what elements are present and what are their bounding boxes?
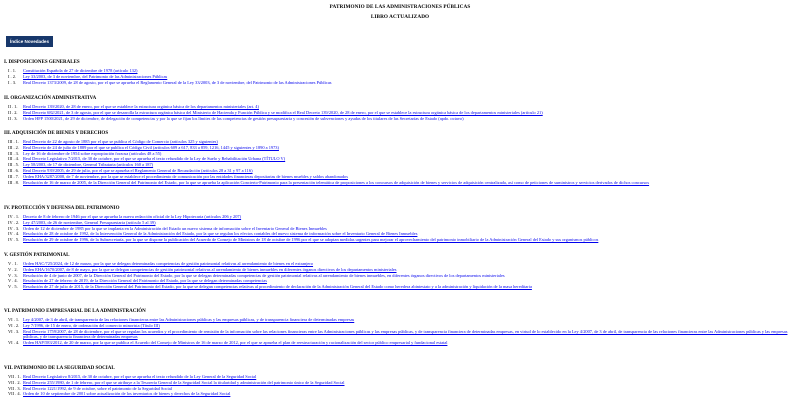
item-number: V . 1. <box>8 261 18 266</box>
section-5 <box>4 252 796 290</box>
section-item-list <box>4 104 796 121</box>
section-heading: II. ORGANIZACIÓN ADMINISTRATIVA <box>4 96 97 101</box>
section-4 <box>4 205 796 243</box>
section-heading: VI. PATRIMONIO EMPRESARIAL DE LA ADMINISTRACIÓN <box>4 309 146 314</box>
item-number: V . 5. <box>8 284 18 290</box>
item-number: III . 3. <box>8 150 19 156</box>
item-number: I . 2. <box>8 73 17 79</box>
document-link[interactable]: Ley de 16 de diciembre de 1954 sobre expropiación forzosa (artículos 48 a 55) <box>23 150 162 156</box>
document-link[interactable]: Orden HAC/725/2024, de 12 de marzo, por la que se delegan determinadas competencias de gestión patrimonial relativas al arrendamiento de bienes en el extranjero <box>23 261 314 266</box>
document-link[interactable]: Orden EHA/3287/2008, de 7 de noviembre, por la que se establece el procedimiento de comunicación por las entidades financieras depositarias de bienes muebles y saldos abandonados <box>23 173 348 179</box>
item-number: VI . 1. <box>8 317 20 322</box>
item-number: VII . 1. <box>8 374 21 379</box>
list-item <box>4 391 796 397</box>
item-number: V . 2. <box>8 266 18 272</box>
document-link[interactable]: Real Decreto 139/2020, de 28 de enero, por el que se establece la estructura orgánica básica de los departamentos ministeriales (art. 4) <box>23 104 259 109</box>
document-link[interactable]: Real Decreto 1759/2007, de 28 de diciembre, por el que se regulan los acuerdos y el procedimiento de remisión de la información sobre las relaciones financieras entre las Administraciones públicas y las empresas públicas, y de transparencia financiera de determinadas empresas, en virtud de lo establecido en la Ley 4/2007, de 3 de abril, de transparencia de las relaciones financieras entre las Administraciones públicas y las empresas públicas, y de transparencia financiera de determinadas empresas <box>23 328 788 340</box>
item-number: VII . 4. <box>8 391 21 397</box>
section-2 <box>4 95 796 121</box>
item-number: IV . 3. <box>8 225 20 231</box>
section-item-list <box>4 374 796 397</box>
document-link[interactable]: Real Decreto Legislativo 8/2015, de 30 de octubre, por el que se aprueba el texto refundido de la Ley General de la Seguridad Social <box>23 374 257 379</box>
document-link[interactable]: Real Decreto Legislativo 7/2015, de 30 de octubre, por el que se aprueba el texto refundido de la Ley de Suelo y Rehabilitación Urbana (TÍTULO V) <box>23 156 286 162</box>
item-number: VI . 2. <box>8 322 20 328</box>
list-item <box>4 329 796 341</box>
document-link[interactable]: Resolución de 28 de octubre de 1992, de la Intervención General de la Administración del Estado, por la que se regulan los efectos contables del nuevo sistema de información sobre el Inventario General de Bienes Inmuebles <box>23 231 418 237</box>
item-number: III . 2. <box>8 144 19 150</box>
item-number: IV . 1. <box>8 214 20 219</box>
section-heading: VII. PATRIMONIO DE LA SEGURIDAD SOCIAL <box>4 366 115 371</box>
item-number: V . 3. <box>8 272 18 278</box>
document-link[interactable]: Real Decreto 255/1980, de 1 de febrero, por el que se atribuye a la Tesorería General de la Seguridad Social la titularidad y administración del patrimonio único de la Seguridad Social <box>23 379 345 385</box>
section-heading: I. DISPOSICIONES GENERALES <box>4 60 80 65</box>
document-link[interactable]: Orden de 12 de diciembre de 1985 por la que se implanta en la Administración del Estado un nuevo sistema de información sobre el Inventario General de Bienes Inmuebles <box>23 225 327 231</box>
document-link[interactable]: Orden EHA/1670/2007, de 8 de mayo, por la que se delegan competencias de gestión patrimonial relativas al arrendamiento de bienes inmuebles en diferentes órganos directivos de los departamentos ministeriales <box>23 266 397 272</box>
item-number: I . 1. <box>8 68 17 73</box>
document-link[interactable]: Real Decreto de 22 de agosto de 1885 por el que se publica el Código de Comercio (artículos 325 y siguientes) <box>23 139 218 144</box>
item-number: II . 3. <box>8 115 18 121</box>
section-3 <box>4 130 796 191</box>
item-number: IV . 5. <box>8 237 20 243</box>
item-number: II . 1. <box>8 104 18 109</box>
section-1 <box>4 59 796 85</box>
item-number: III . 8. <box>8 179 19 185</box>
item-number: VI . 3. <box>8 328 20 334</box>
item-number: III . 7. <box>8 173 19 179</box>
list-item <box>4 80 796 86</box>
document-link[interactable]: Ley 58/2003, de 17 de diciembre, General Tributaria (artículos 160 a 187) <box>23 162 154 168</box>
item-number: I . 3. <box>8 79 17 85</box>
section-heading: III. ADQUISICIÓN DE BIENES Y DERECHOS <box>4 131 109 136</box>
section-6 <box>4 308 796 346</box>
item-number: VII . 3. <box>8 385 21 391</box>
section-item-list <box>4 261 796 290</box>
document-link[interactable]: Resolución de 16 de marzo de 2005, de la Dirección General del Patrimonio del Estado, por la que se aprueba la aplicación Concierto-Patrimonio para la presentación telemática de proposiciones a los concursos de adquisición de bienes y servicios de adquisición centralizada, así como de peticiones de suministros y servicios derivados de dichos concursos <box>23 179 650 185</box>
document-link[interactable]: Ley 4/2007, de 3 de abril, de transparencia de las relaciones financieras entre las Administraciones públicas y las empresas públicas, y de transparencia financiera de determinadas empresas <box>23 317 355 322</box>
document-link[interactable]: Real Decreto 682/2021, de 3 de agosto, por el que se desarrolla la estructura orgánica básica del Ministerio de Hacienda y Función Pública y se modifica el Real Decreto 139/2020, de 28 de enero, por el que se establece la estructura orgánica básica de los departamentos ministeriales (artículo 21) <box>23 109 543 115</box>
document-link[interactable]: Resolución de 4 de junio de 2007, de la Dirección General del Patrimonio del Estado, por la que se delegan determinadas competencias de gestión patrimonial relativas al arrendamiento de bienes inmuebles, en diferentes órganos directivos de los departamentos ministeriales <box>23 272 505 278</box>
list-item <box>4 116 796 122</box>
item-number: III . 1. <box>8 139 19 144</box>
document-link[interactable]: Real Decreto 1373/2009, de 28 de agosto, por el que se aprueba el Reglamento General de la Ley 33/2003, de 3 de noviembre, del Patrimonio de las Administraciones Públicas <box>23 79 332 85</box>
item-number: III . 5. <box>8 162 19 168</box>
list-item <box>4 237 796 243</box>
page-subtitle: LIBRO ACTUALIZADO <box>370 14 430 20</box>
item-number: VII . 2. <box>8 379 21 385</box>
section-heading: V. GESTIÓN PATRIMONIAL <box>4 253 70 258</box>
item-number: III . 6. <box>8 167 19 173</box>
document-link[interactable]: Resolución de 27 de julio de 2015, de la Dirección General del Patrimonio del Estado, por la que se delegan competencias relativas al procedimiento de declaración de la Administración General del Estado como heredera abintestato y a la administración y liquidación de la masa hereditaria <box>23 284 532 290</box>
section-item-list <box>4 214 796 243</box>
document-link[interactable]: Resolución de 29 de octubre de 1996, de la Subsecretaría, por la que se dispone la publicación del Acuerdo de Consejo de Ministros de 18 de octubre de 1996 por el que se adoptan medidas urgentes para mejorar el aprovechamiento del patrimonio inmobiliario de la Administración General del Estado y sus organismos públicos <box>23 237 599 243</box>
index-novedades-button[interactable]: Índice Novedades <box>6 36 53 47</box>
document-link[interactable]: Real Decreto de 24 de julio de 1889 por el que se publica el Código Civil (artículos 609 a 617, 833 a 859, 1216, 1445 y siguientes y 1890 a 1973) <box>23 144 279 150</box>
list-item <box>4 340 796 346</box>
document-link[interactable]: Ley 7/1996, de 15 de enero, de ordenación del comercio minorista (Título III) <box>23 322 160 328</box>
section-heading: IV. PROTECCIÓN Y DEFENSA DEL PATRIMONIO <box>4 206 120 211</box>
list-item <box>4 284 796 290</box>
item-number: III . 4. <box>8 156 19 162</box>
section-item-list <box>4 317 796 346</box>
document-link[interactable]: Resolución de 27 de febrero de 2019, de la Dirección General del Patrimonio del Estado, por la que se delegan determinadas competencias <box>23 278 267 284</box>
section-7 <box>4 365 796 397</box>
document-link[interactable]: Decreto de 8 de febrero de 1946 por el que se aprueba la nueva redacción oficial de la Ley Hipotecaria (artículos 206 y 207) <box>23 214 242 219</box>
document-link[interactable]: Ley 33/2003, de 3 de noviembre, del Patrimonio de las Administraciones Públicas <box>23 73 168 79</box>
page-title: PATRIMONIO DE LAS ADMINISTRACIONES PÚBLICAS <box>329 4 471 10</box>
item-number: II . 2. <box>8 109 18 115</box>
list-item <box>4 180 796 192</box>
document-link[interactable]: Orden HAP/583/2012, de 20 de marzo, por la que se publica el Acuerdo del Consejo de Ministros de 16 de marzo de 2012, por el que se aprueba el plan de reestructuración y racionalización del sector público empresarial y fundacional estatal <box>23 340 448 346</box>
item-number: IV . 4. <box>8 231 20 237</box>
document-link[interactable]: Ley 47/2003, de 26 de noviembre, General Presupuestaria (artículo 5 al 39) <box>23 219 156 225</box>
document-link[interactable]: Orden HFP 1500/2021, de 29 de diciembre, de delegación de competencias y por la que se fijan los límites de las competencias de gestión presupuestaria y concesión de subvenciones y ayudas de los titulares de las Secretarías de Estado (apdo. octavo) <box>23 115 464 121</box>
section-item-list <box>4 68 796 85</box>
item-number: V . 4. <box>8 278 18 284</box>
document-link[interactable]: Real Decreto 939/2005, de 29 de julio, por el que se aprueba el Reglamento General de Recaudación (artículos 28 a 31 y 97 a 116) <box>23 167 253 173</box>
item-number: VI . 4. <box>8 340 20 346</box>
document-link[interactable]: Constitución Española de 27 de diciembre de 1978 (artículo 132) <box>23 68 138 73</box>
item-number: IV . 2. <box>8 219 20 225</box>
document-link[interactable]: Real Decreto 1221/1992, de 9 de octubre, sobre el patrimonio de la Seguridad Social <box>23 385 172 391</box>
section-item-list <box>4 139 796 191</box>
document-link[interactable]: Orden de 10 de septiembre de 2001 sobre actualización de los inventarios de bienes y derechos de la Seguridad Social <box>23 391 231 397</box>
